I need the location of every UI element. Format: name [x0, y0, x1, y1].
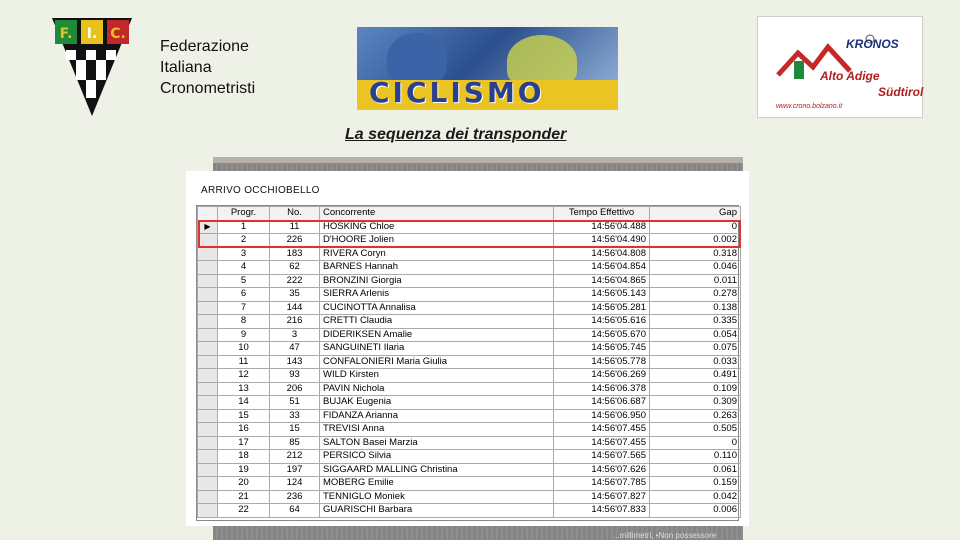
table-row[interactable]: [198, 396, 741, 410]
cell-progr: 5: [218, 274, 270, 288]
cell-gap: 0.491: [650, 369, 741, 383]
cell-gap: 0.110: [650, 450, 741, 464]
cell-progr: 3: [218, 247, 270, 261]
cell-progr: 18: [218, 450, 270, 464]
table-row[interactable]: [198, 423, 741, 437]
table-row[interactable]: [198, 234, 741, 248]
cell-competitor: FIDANZA Arianna: [320, 409, 554, 423]
cell-time: 14:56'04.490: [554, 234, 650, 248]
cell-progr: 10: [218, 342, 270, 356]
kronos-url: www.crono.bolzano.it: [776, 103, 843, 110]
results-table: [197, 206, 741, 518]
cell-time: 14:56'04.488: [554, 220, 650, 234]
cell-time: 14:56'05.143: [554, 288, 650, 302]
cell-number: 124: [270, 477, 320, 491]
cell-competitor: BUJAK Eugenia: [320, 396, 554, 410]
table-row[interactable]: [198, 477, 741, 491]
table-row[interactable]: [198, 315, 741, 329]
cell-competitor: WILD Kirsten: [320, 369, 554, 383]
org-line-2: Italiana: [160, 59, 212, 76]
results-grid[interactable]: [196, 205, 739, 521]
cell-competitor: GUARISCHI Barbara: [320, 504, 554, 518]
cell-time: 14:56'06.950: [554, 409, 650, 423]
cell-competitor: CUCINOTTA Annalisa: [320, 301, 554, 315]
cell-number: 144: [270, 301, 320, 315]
row-selector[interactable]: [198, 301, 218, 315]
cell-time: 14:56'05.616: [554, 315, 650, 329]
cell-competitor: BARNES Hannah: [320, 261, 554, 275]
cell-progr: 13: [218, 382, 270, 396]
cell-number: 85: [270, 436, 320, 450]
cell-competitor: SANGUINETI Ilaria: [320, 342, 554, 356]
row-selector[interactable]: [198, 315, 218, 329]
cell-progr: 6: [218, 288, 270, 302]
table-row[interactable]: [198, 504, 741, 518]
table-row[interactable]: [198, 328, 741, 342]
row-selector[interactable]: [198, 369, 218, 383]
cell-gap: 0.335: [650, 315, 741, 329]
table-row[interactable]: [198, 247, 741, 261]
cell-progr: 15: [218, 409, 270, 423]
table-row[interactable]: [198, 220, 741, 234]
row-selector[interactable]: [198, 450, 218, 464]
cell-gap: 0.046: [650, 261, 741, 275]
cell-number: 64: [270, 504, 320, 518]
org-line-3: Cronometristi: [160, 80, 256, 97]
cell-gap: 0.109: [650, 382, 741, 396]
cell-gap: 0.075: [650, 342, 741, 356]
cell-time: 14:56'07.455: [554, 423, 650, 437]
cell-progr: 4: [218, 261, 270, 275]
row-selector[interactable]: [198, 463, 218, 477]
ciclismo-banner: [357, 27, 618, 110]
cell-progr: 11: [218, 355, 270, 369]
cell-gap: 0.061: [650, 463, 741, 477]
org-line-1: Federazione: [160, 38, 249, 55]
column-header-tempo[interactable]: Tempo Effettivo: [554, 207, 650, 221]
cell-competitor: CRETTI Claudia: [320, 315, 554, 329]
cell-progr: 9: [218, 328, 270, 342]
organization-name: [160, 36, 255, 99]
cell-time: 14:56'07.833: [554, 504, 650, 518]
table-row[interactable]: [198, 355, 741, 369]
cell-gap: 0.011: [650, 274, 741, 288]
page-title: La sequenza dei transponder: [345, 126, 567, 143]
cell-time: 14:56'04.808: [554, 247, 650, 261]
table-row[interactable]: [198, 342, 741, 356]
cell-progr: 1: [218, 220, 270, 234]
row-selector[interactable]: [198, 274, 218, 288]
kronos-region-de: Südtirol: [878, 85, 924, 99]
row-selector[interactable]: [198, 382, 218, 396]
row-selector[interactable]: [198, 477, 218, 491]
row-selector[interactable]: [198, 490, 218, 504]
cell-gap: 0.002: [650, 234, 741, 248]
cell-time: 14:56'07.455: [554, 436, 650, 450]
fic-letter-f: F.: [59, 26, 73, 42]
row-selector[interactable]: [198, 234, 218, 248]
cell-progr: 22: [218, 504, 270, 518]
table-row[interactable]: [198, 261, 741, 275]
cell-progr: 12: [218, 369, 270, 383]
cell-competitor: PERSICO Silvia: [320, 450, 554, 464]
cell-number: 212: [270, 450, 320, 464]
results-sheet: [186, 171, 749, 526]
kronos-title: KRONOS: [846, 37, 899, 51]
cell-gap: 0.159: [650, 477, 741, 491]
photo-note: ...millimetri, •Non possessore: [613, 531, 717, 540]
cell-competitor: TREVISI Anna: [320, 423, 554, 437]
row-selector[interactable]: [198, 504, 218, 518]
column-header-no[interactable]: No.: [270, 207, 320, 221]
cell-time: 14:56'04.854: [554, 261, 650, 275]
cell-number: 183: [270, 247, 320, 261]
cell-time: 14:56'07.827: [554, 490, 650, 504]
cell-number: 197: [270, 463, 320, 477]
cell-number: 143: [270, 355, 320, 369]
cell-number: 93: [270, 369, 320, 383]
table-row[interactable]: [198, 369, 741, 383]
row-selector[interactable]: [198, 342, 218, 356]
row-selector[interactable]: [198, 328, 218, 342]
kronos-region-it: Alto Adige: [820, 69, 880, 83]
column-header-progr[interactable]: Progr.: [218, 207, 270, 221]
cell-progr: 2: [218, 234, 270, 248]
cell-progr: 20: [218, 477, 270, 491]
cell-competitor: MOBERG Emilie: [320, 477, 554, 491]
cell-competitor: HOSKING Chloe: [320, 220, 554, 234]
cell-competitor: PAVIN Nichola: [320, 382, 554, 396]
table-row[interactable]: [198, 436, 741, 450]
row-selector[interactable]: [198, 436, 218, 450]
cell-gap: 0.263: [650, 409, 741, 423]
cell-number: 236: [270, 490, 320, 504]
table-row[interactable]: [198, 450, 741, 464]
fic-letter-c: C.: [110, 26, 126, 42]
cell-time: 14:56'07.785: [554, 477, 650, 491]
cell-progr: 16: [218, 423, 270, 437]
table-row[interactable]: [198, 490, 741, 504]
cell-competitor: SIGGAARD MALLING Christina: [320, 463, 554, 477]
table-row[interactable]: [198, 274, 741, 288]
cell-gap: 0.309: [650, 396, 741, 410]
cell-progr: 7: [218, 301, 270, 315]
cell-gap: 0.006: [650, 504, 741, 518]
cell-time: 14:56'05.281: [554, 301, 650, 315]
cell-competitor: SIERRA Arlenis: [320, 288, 554, 302]
cell-progr: 21: [218, 490, 270, 504]
cell-number: 33: [270, 409, 320, 423]
fic-letter-i: I.: [86, 26, 98, 42]
cell-progr: 8: [218, 315, 270, 329]
row-selector[interactable]: [198, 261, 218, 275]
cell-time: 14:56'04.865: [554, 274, 650, 288]
cell-time: 14:56'07.565: [554, 450, 650, 464]
table-row[interactable]: [198, 463, 741, 477]
cell-number: 206: [270, 382, 320, 396]
column-header-concorrente[interactable]: Concorrente: [320, 207, 554, 221]
cell-gap: 0.278: [650, 288, 741, 302]
cell-competitor: SALTON Basei Marzia: [320, 436, 554, 450]
cell-gap: 0.033: [650, 355, 741, 369]
cell-gap: 0.042: [650, 490, 741, 504]
row-selector[interactable]: [198, 355, 218, 369]
cell-competitor: BRONZINI Giorgia: [320, 274, 554, 288]
cell-number: 35: [270, 288, 320, 302]
table-header-row: [198, 207, 741, 221]
cell-gap: 0.054: [650, 328, 741, 342]
cell-number: 3: [270, 328, 320, 342]
table-row[interactable]: [198, 301, 741, 315]
cell-gap: 0: [650, 220, 741, 234]
kronos-logo: [757, 16, 923, 118]
row-selector[interactable]: ▶: [198, 220, 218, 234]
cell-time: 14:56'05.778: [554, 355, 650, 369]
cell-time: 14:56'05.745: [554, 342, 650, 356]
table-row[interactable]: [198, 382, 741, 396]
cell-number: 62: [270, 261, 320, 275]
row-selector[interactable]: [198, 247, 218, 261]
row-selector[interactable]: [198, 423, 218, 437]
column-header-gap[interactable]: Gap: [650, 207, 741, 221]
row-selector[interactable]: [198, 288, 218, 302]
table-row[interactable]: [198, 409, 741, 423]
cell-time: 14:56'05.670: [554, 328, 650, 342]
cell-competitor: D'HOORE Jolien: [320, 234, 554, 248]
cell-progr: 14: [218, 396, 270, 410]
sheet-title: ARRIVO OCCHIOBELLO: [201, 185, 320, 196]
cell-progr: 17: [218, 436, 270, 450]
cell-gap: 0.138: [650, 301, 741, 315]
cell-number: 216: [270, 315, 320, 329]
cell-progr: 19: [218, 463, 270, 477]
cell-competitor: TENNIGLO Moniek: [320, 490, 554, 504]
cell-number: 51: [270, 396, 320, 410]
cell-number: 226: [270, 234, 320, 248]
fic-logo: [52, 14, 132, 118]
cell-time: 14:56'07.626: [554, 463, 650, 477]
row-selector-header: [198, 207, 218, 221]
cell-gap: 0.505: [650, 423, 741, 437]
banner-text: CICLISMO: [369, 76, 545, 109]
cell-time: 14:56'06.378: [554, 382, 650, 396]
row-selector[interactable]: [198, 396, 218, 410]
cell-number: 47: [270, 342, 320, 356]
cell-gap: 0: [650, 436, 741, 450]
cell-time: 14:56'06.269: [554, 369, 650, 383]
cell-competitor: DIDERIKSEN Amalie: [320, 328, 554, 342]
cell-competitor: CONFALONIERI Maria Giulia: [320, 355, 554, 369]
cell-time: 14:56'06.687: [554, 396, 650, 410]
cell-competitor: RIVERA Coryn: [320, 247, 554, 261]
cell-number: 222: [270, 274, 320, 288]
table-row[interactable]: [198, 288, 741, 302]
cell-number: 15: [270, 423, 320, 437]
cell-number: 11: [270, 220, 320, 234]
row-selector[interactable]: [198, 409, 218, 423]
cell-gap: 0.318: [650, 247, 741, 261]
